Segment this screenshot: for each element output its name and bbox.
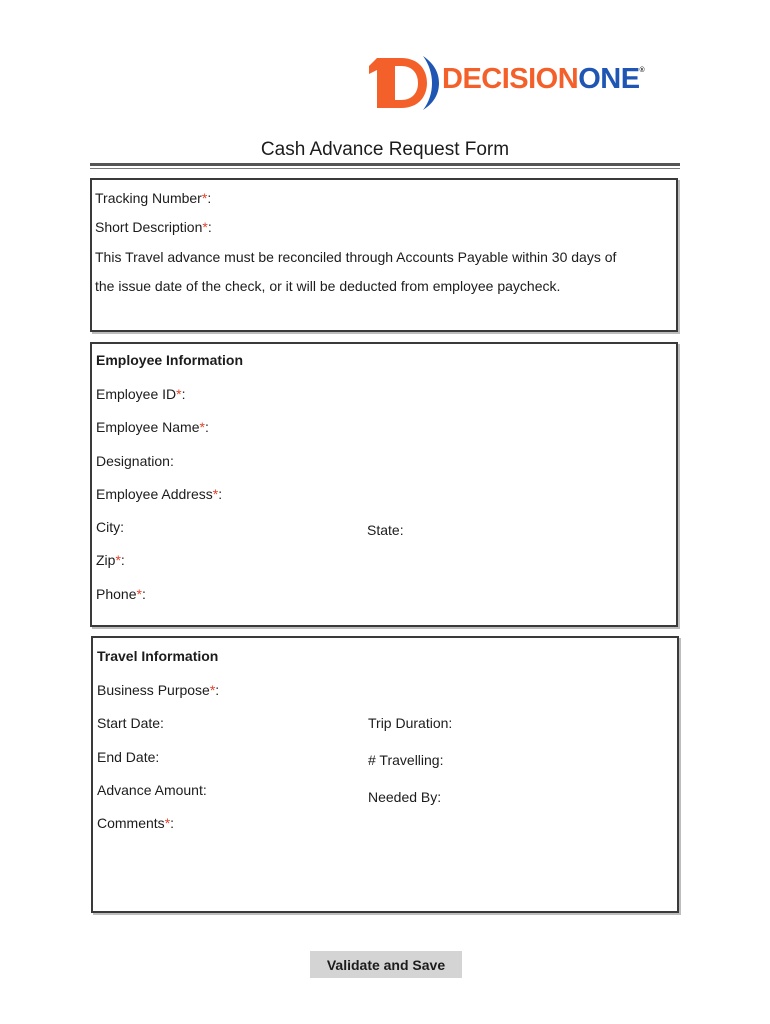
logo-wordmark (442, 63, 644, 96)
required-mark: * (136, 586, 142, 602)
short-description-field[interactable] (95, 219, 212, 235)
advance-amount-field[interactable]: Advance Amount: (97, 782, 207, 798)
employee-id-label: Employee ID (96, 386, 177, 402)
title-divider-thin (90, 168, 680, 169)
label-colon: : (120, 552, 125, 568)
logo-mark-icon (365, 52, 441, 112)
label-colon: : (181, 386, 186, 402)
needed-by-field[interactable]: Needed By: (368, 789, 442, 805)
title-divider (90, 163, 680, 166)
label-colon: : (218, 486, 223, 502)
end-date-field[interactable]: End Date: (97, 749, 160, 765)
employee-address-label: Employee Address (96, 486, 213, 502)
required-mark: * (176, 386, 182, 402)
comments-label: Comments (97, 815, 165, 831)
trip-duration-field[interactable]: Trip Duration: (368, 715, 453, 731)
tracking-number-field[interactable] (95, 190, 211, 206)
logo-word-decision: DECISION (442, 63, 579, 95)
notice-line-2: the issue date of the check, or it will be deducted from employee paycheck. (95, 278, 561, 294)
label-colon: : (141, 586, 146, 602)
employee-address-field[interactable] (96, 486, 222, 502)
employee-section-heading: Employee Information (96, 352, 244, 368)
travel-section-heading: Travel Information (97, 648, 219, 664)
phone-field[interactable] (96, 586, 146, 602)
form-title: Cash Advance Request Form (260, 139, 510, 160)
start-date-field[interactable]: Start Date: (97, 715, 164, 731)
designation-field[interactable]: Designation: (96, 453, 174, 469)
employee-name-field[interactable] (96, 419, 209, 435)
required-mark: * (212, 486, 219, 502)
state-field[interactable]: State: (367, 522, 404, 538)
employee-info-box (90, 342, 678, 627)
required-mark: * (115, 552, 121, 568)
required-mark: * (202, 219, 208, 235)
phone-label: Phone (96, 586, 137, 602)
business-purpose-label: Business Purpose (97, 682, 210, 698)
label-colon: : (207, 190, 212, 206)
travelling-count-field[interactable]: # Travelling: (368, 752, 444, 768)
zip-label: Zip (96, 552, 116, 568)
business-purpose-field[interactable] (97, 682, 219, 698)
required-mark: * (209, 682, 216, 698)
registered-mark: ® (639, 67, 645, 74)
validate-and-save-button[interactable]: Validate and Save (310, 951, 462, 978)
zip-field[interactable] (96, 552, 125, 568)
logo-word-one: ONE (578, 63, 640, 95)
required-mark: * (164, 815, 171, 831)
comments-field[interactable] (97, 815, 174, 831)
employee-id-field[interactable] (96, 386, 186, 402)
label-colon: : (215, 682, 220, 698)
label-colon: : (204, 419, 209, 435)
city-field[interactable]: City: (96, 519, 124, 535)
tracking-number-label: Tracking Number (95, 190, 202, 206)
label-colon: : (207, 219, 212, 235)
short-description-label: Short Description (95, 219, 203, 235)
travel-info-box (91, 636, 679, 913)
notice-line-1: This Travel advance must be reconciled through Accounts Payable within 30 days of (95, 249, 617, 265)
required-mark: * (199, 419, 205, 435)
decisionone-logo (365, 52, 685, 112)
label-colon: : (170, 815, 175, 831)
employee-name-label: Employee Name (96, 419, 200, 435)
required-mark: * (201, 190, 208, 206)
